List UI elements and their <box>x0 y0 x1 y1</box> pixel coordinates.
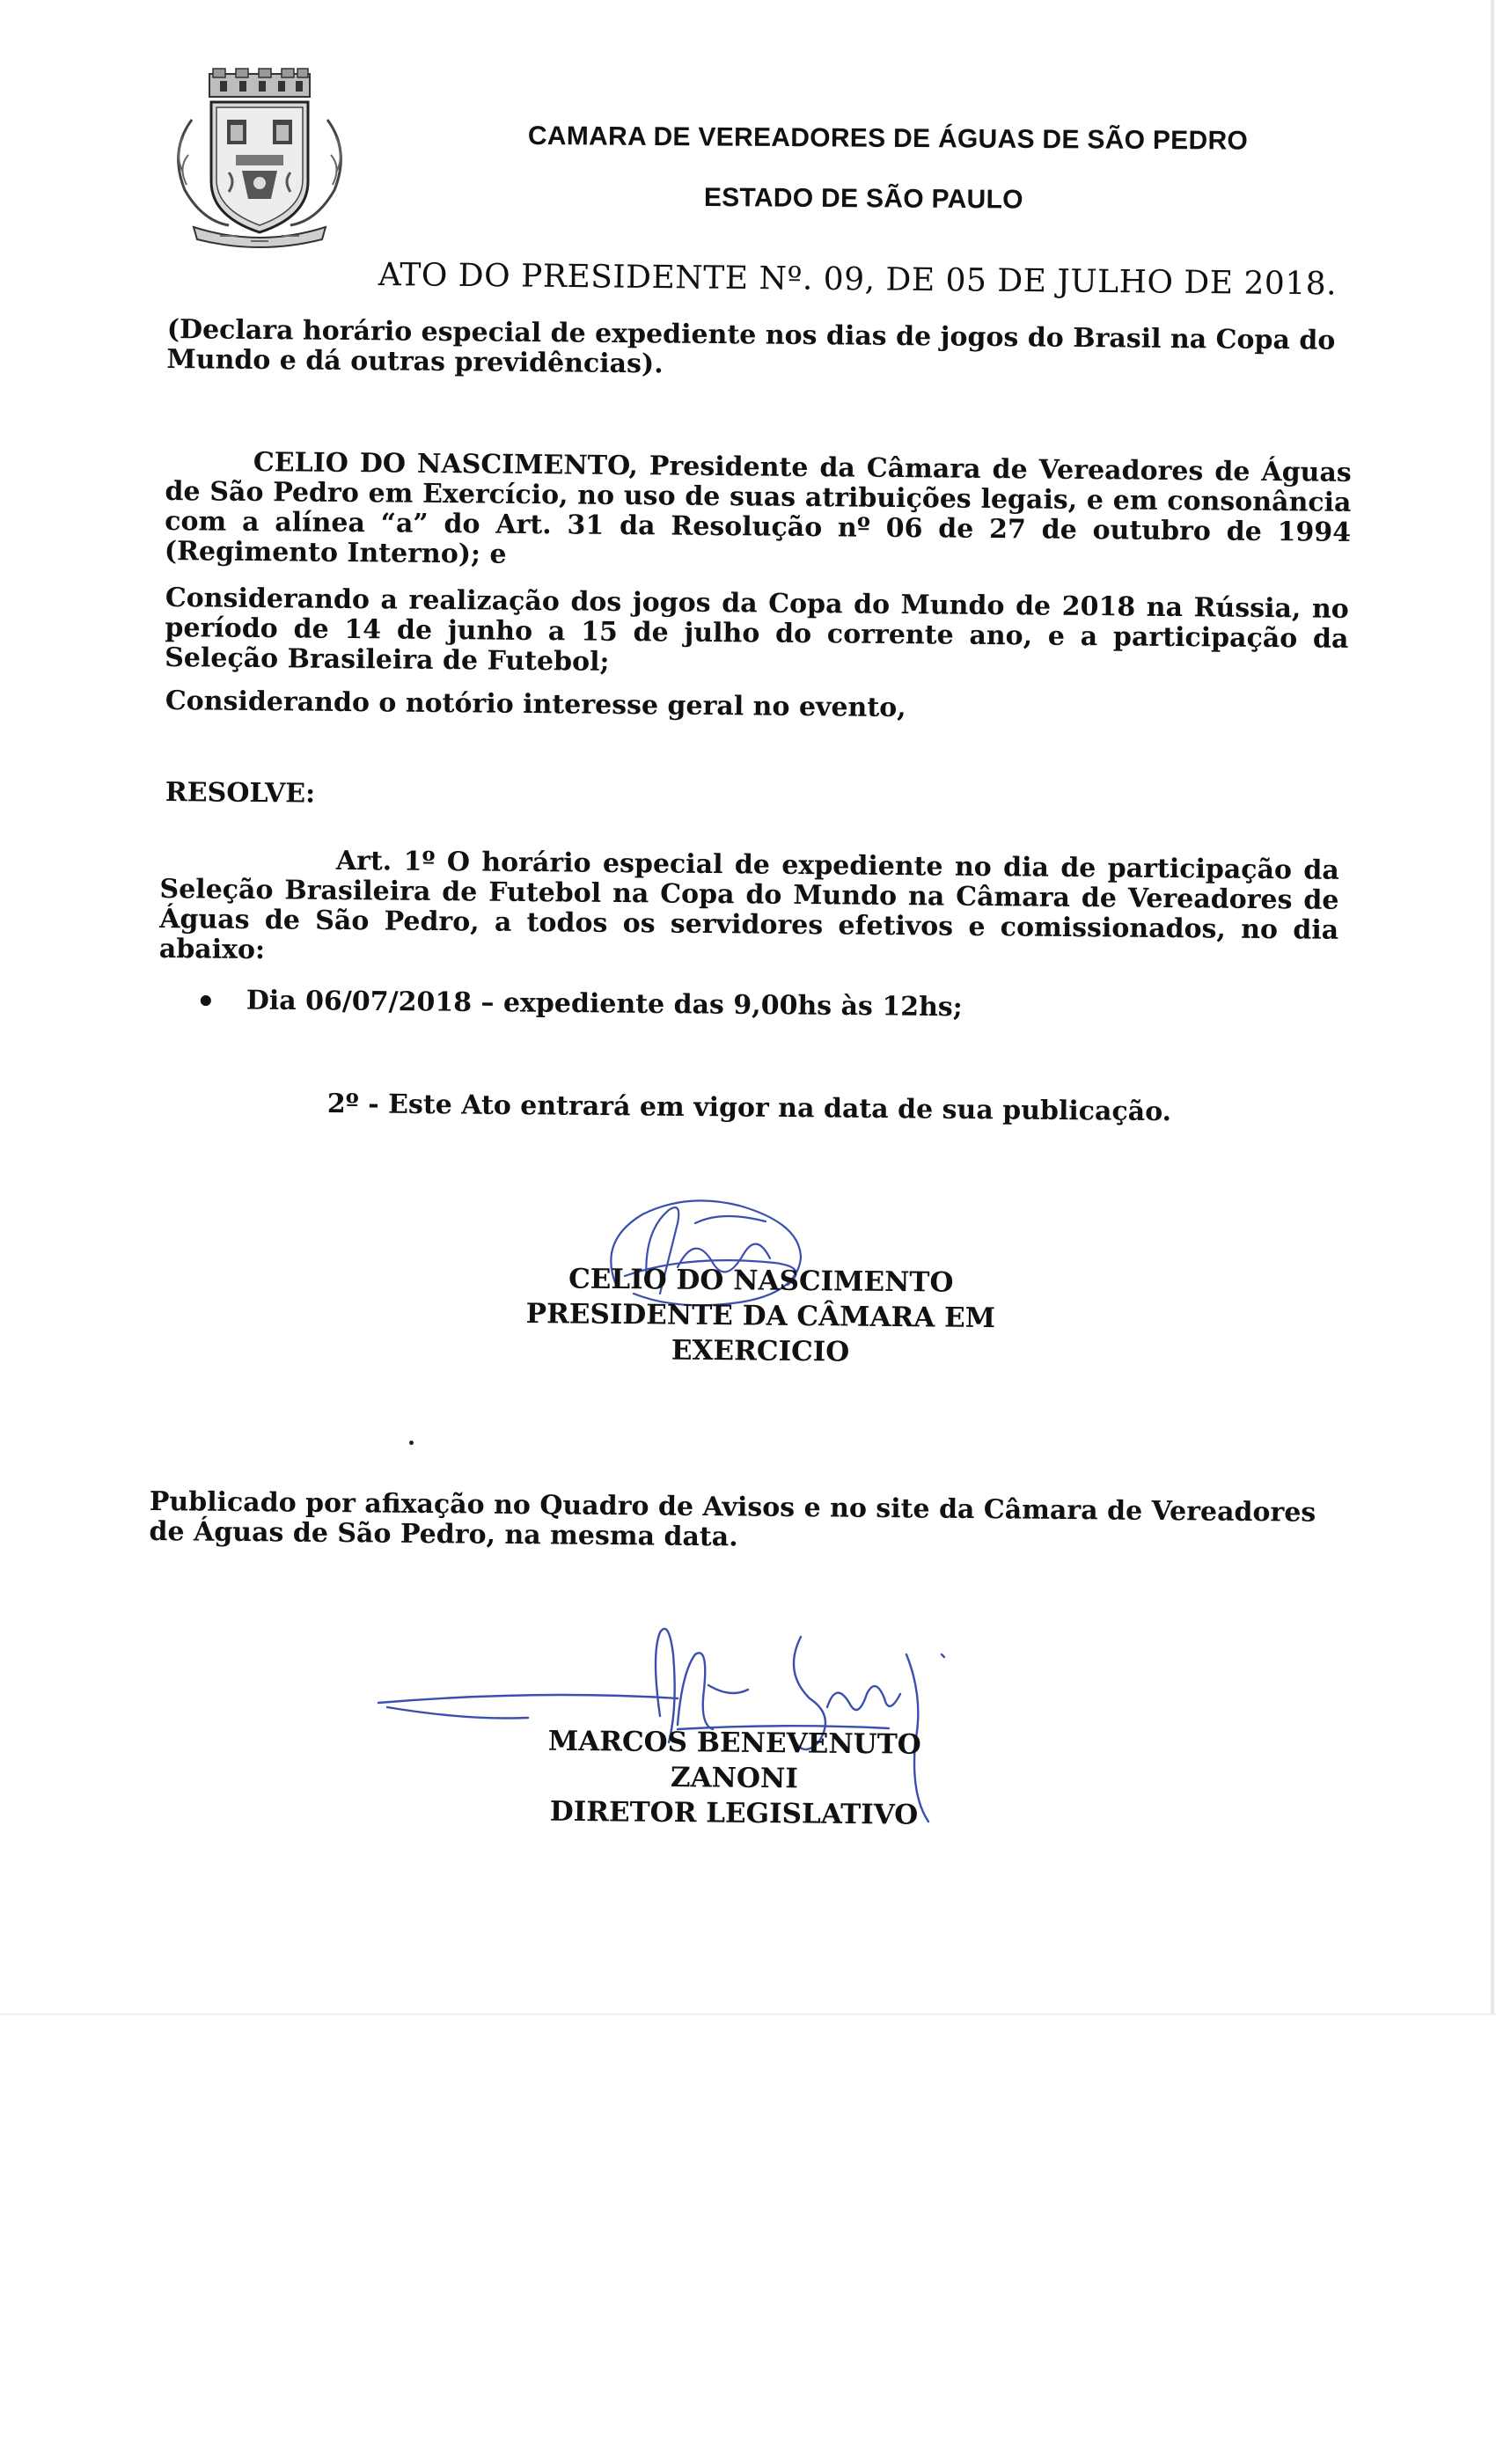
president-signature-block <box>435 1260 1087 1372</box>
bullet-icon <box>201 995 211 1006</box>
scan-edge-bottom <box>0 2013 1496 2015</box>
schedule-item-text: Dia 06/07/2018 – expediente das 9,00hs às 12hs; <box>246 985 964 1023</box>
article-2: 2º - Este Ato entrará em vigor na data de sua publicação. <box>326 1089 1172 1128</box>
considering-paragraph-2: Considerando o notório interesse geral no evento, <box>165 686 906 724</box>
resolve-heading: RESOLVE: <box>165 777 316 810</box>
ementa-text: (Declara horário especial de expediente nos dias de jogos do Brasil na Copa do Mundo e dá outras previdências). <box>166 314 1336 380</box>
president-name: CELIO DO NASCIMENTO <box>568 1263 954 1299</box>
article-1 <box>159 845 1339 976</box>
president-role: PRESIDENTE DA CÂMARA EM EXERCICIO <box>525 1297 996 1368</box>
schedule-list-item <box>201 986 963 1023</box>
article-1-text: Art. 1º O horário especial de expediente no dia de participação da Seleção Brasileira de Futebol na Copa do Mundo na Câmara de Vereadores de Águas de São Pedro, a todos os servidores efetivos e comissionados, no dia abaixo: <box>158 845 1339 966</box>
scan-edge <box>1491 0 1494 2015</box>
director-name: MARCOS BENEVENUTO ZANONI <box>547 1725 921 1795</box>
preamble-text: CELIO DO NASCIMENTO, Presidente da Câmara de Vereadores de Águas de São Pedro em Exercício, no uso de suas atribuições legais, e em consonância com a alínea “a” do Art. 31 da Resolução nº 06 de 27 de outubro de 1994 (Regimento Interno); e <box>164 446 1352 570</box>
municipal-coat-of-arms-icon <box>167 67 352 252</box>
ementa <box>166 315 1355 386</box>
stray-mark <box>409 1441 414 1445</box>
preamble-paragraph <box>165 447 1352 578</box>
publication-note: Publicado por afixação no Quadro de Avisos e no site da Câmara de Vereadores de Águas de São Pedro, na mesma data. <box>149 1486 1316 1553</box>
director-signature-block <box>488 1723 981 1833</box>
act-title: ATO DO PRESIDENTE Nº. 09, DE 05 DE JULHO DE 2018. <box>378 257 1338 303</box>
institution-name: CAMARA DE VEREADORES DE ÁGUAS DE SÃO PEDRO <box>527 121 1249 156</box>
state-name: ESTADO DE SÃO PAULO <box>703 183 1023 215</box>
considering-paragraph-1: Considerando a realização dos jogos da Copa do Mundo de 2018 na Rússia, no período de 14 de junho a 15 de julho do corrente ano, e a participação da Seleção Brasileira de Futebol; <box>165 583 1349 678</box>
director-role: DIRETOR LEGISLATIVO <box>549 1795 919 1831</box>
